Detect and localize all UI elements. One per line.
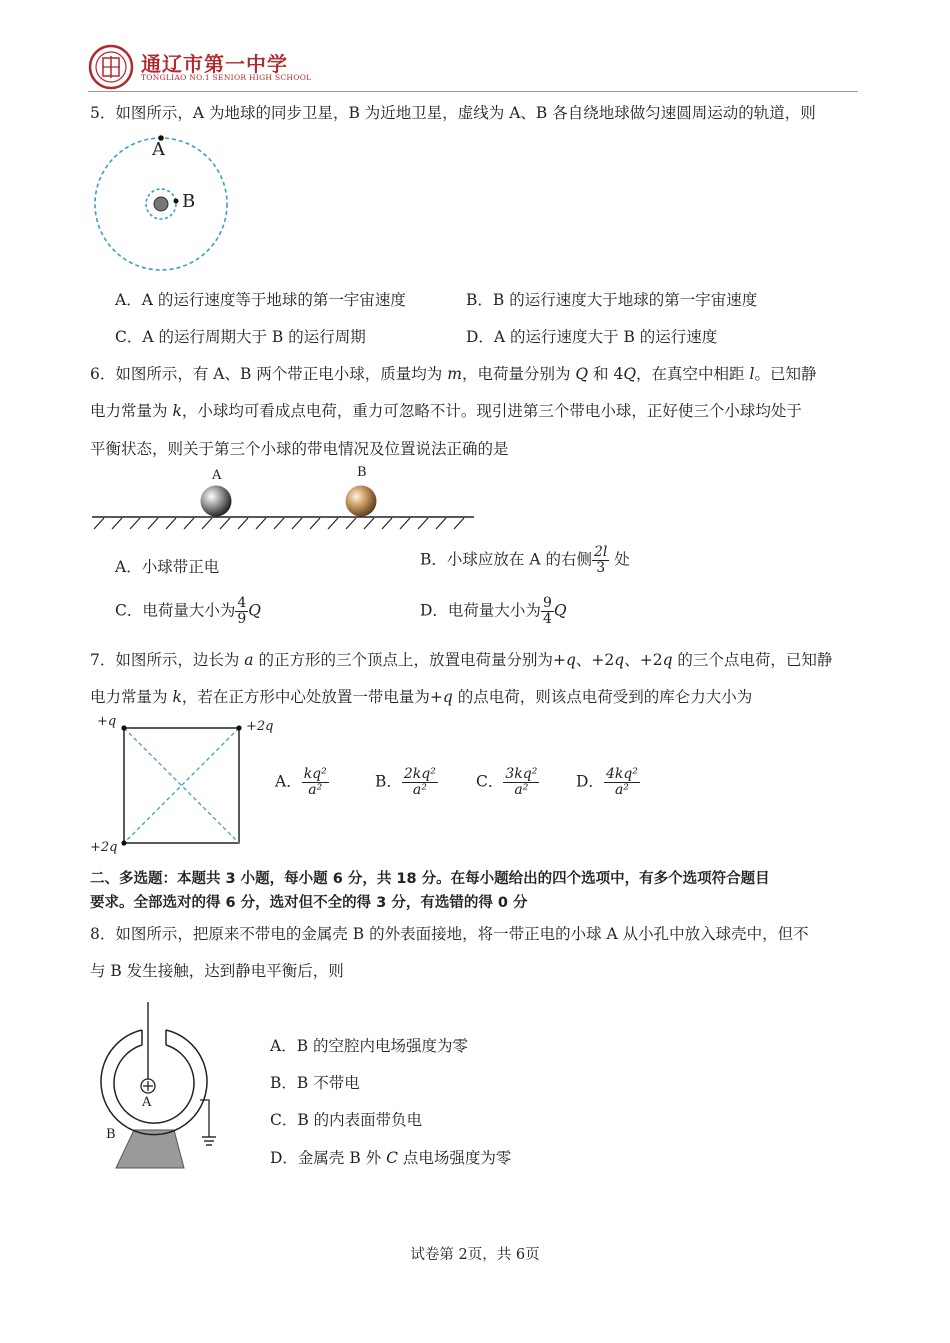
q7-option-a[interactable]: A． $\frac{\text{kq²}}{\text{a²}}$ bbox=[275, 766, 327, 798]
q6-stem-line3: 平衡状态，则关于第三个小球的带电情况及位置说法正确的是 bbox=[90, 440, 509, 458]
q7-option-b[interactable]: B． $\frac{\text{2kq²}}{\text{a²}}$ bbox=[375, 766, 436, 798]
q5-option-b[interactable]: B．B 的运行速度大于地球的第一宇宙速度 bbox=[466, 291, 758, 309]
q6-option-b[interactable]: B．小球应放在 A 的右侧 $\frac{2l}{3}$ 处 bbox=[420, 544, 630, 576]
q8-label-a: A bbox=[142, 1095, 152, 1110]
q6-option-a[interactable]: A．小球带正电 bbox=[115, 558, 220, 576]
shell-stand bbox=[116, 1130, 184, 1168]
school-logo bbox=[88, 44, 134, 90]
q7-corner-tr: +2q bbox=[246, 719, 274, 734]
q7-corner-bl: +2q bbox=[90, 840, 118, 855]
section2-heading-line2: 要求。全部选对的得 6 分，选对但不全的得 3 分，有选错的得 0 分 bbox=[90, 895, 528, 911]
q5-option-c[interactable]: C．A 的运行周期大于 B 的运行周期 bbox=[115, 328, 366, 346]
q5-option-d[interactable]: D．A 的运行速度大于 B 的运行速度 bbox=[466, 328, 718, 346]
q6-option-d[interactable]: D．电荷量大小为 $\frac{9}{4}$ Q bbox=[420, 595, 567, 627]
q6-stem-line1: 6．如图所示，有 A、B 两个带正电小球，质量均为 m，电荷量分别为 Q 和 4Q，在真空中相距 l。已知静 bbox=[90, 365, 817, 383]
school-name-en: TONGLIAO NO.1 SENIOR HIGH SCHOOL bbox=[141, 73, 312, 82]
header-divider bbox=[88, 91, 858, 92]
q6-ground-figure bbox=[92, 480, 477, 530]
q6-label-a: A bbox=[212, 468, 222, 483]
q6-option-c[interactable]: C．电荷量大小为 $\frac{4}{9}$ Q bbox=[115, 595, 262, 627]
charge-bl bbox=[121, 840, 126, 845]
ball-b bbox=[346, 486, 377, 517]
q8-option-d[interactable]: D．金属壳 B 外 C 点电场强度为零 bbox=[270, 1149, 512, 1167]
q8-label-b: B bbox=[106, 1127, 116, 1142]
charge-tr bbox=[236, 725, 241, 730]
page-number: 试卷第 2页，共 6页 bbox=[410, 1247, 540, 1263]
q6-stem-line2: 电力常量为 k，小球均可看成点电荷，重力可忽略不计。现引进第三个带电小球，正好使三个小球均处于 bbox=[90, 402, 802, 420]
q7-square-figure bbox=[118, 722, 248, 847]
q8-stem-line1: 8．如图所示，把原来不带电的金属壳 B 的外表面接地，将一带正电的小球 A 从小孔中放入球壳中，但不 bbox=[90, 925, 809, 943]
q7-option-c[interactable]: C． $\frac{\text{3kq²}}{\text{a²}}$ bbox=[476, 766, 538, 798]
q8-option-c[interactable]: C．B 的内表面带负电 bbox=[270, 1111, 423, 1129]
q8-option-a[interactable]: A．B 的空腔内电场强度为零 bbox=[270, 1037, 469, 1055]
q7-stem-line2: 电力常量为 k，若在正方形中心处放置一带电量为+q 的点电荷，则该点电荷受到的库仑力大小为 bbox=[90, 688, 753, 706]
q7-option-d[interactable]: D． $\frac{\text{4kq²}}{\text{a²}}$ bbox=[576, 766, 638, 798]
q5-label-b: B bbox=[182, 191, 196, 212]
q8-option-b[interactable]: B．B 不带电 bbox=[270, 1074, 360, 1092]
q7-corner-tl: +q bbox=[97, 714, 117, 729]
school-emblem-icon bbox=[88, 44, 134, 90]
section2-heading-line1: 二、多选题：本题共 3 小题，每小题 6 分，共 18 分。在每小题给出的四个选项中，有多个选项符合题目 bbox=[90, 871, 770, 887]
q8-shell-figure bbox=[92, 1000, 232, 1175]
charge-tl bbox=[121, 725, 126, 730]
q8-stem-line2: 与 B 发生接触，达到静电平衡后，则 bbox=[90, 962, 344, 980]
earth-icon bbox=[154, 197, 168, 211]
q5-stem: 5．如图所示，A 为地球的同步卫星，B 为近地卫星，虚线为 A、B 各自绕地球做匀速圆周运动的轨道，则 bbox=[90, 104, 816, 122]
ball-a bbox=[201, 486, 232, 517]
q7-stem-line1: 7．如图所示，边长为 a 的正方形的三个顶点上，放置电荷量分别为+q、+2q、+2q 的三个点电荷，已知静 bbox=[90, 651, 833, 669]
q6-label-b: B bbox=[357, 465, 367, 480]
school-name: 通辽市第一中学 bbox=[141, 52, 288, 76]
q5-label-a: A bbox=[152, 139, 165, 160]
satellite-b bbox=[174, 199, 179, 204]
q5-option-a[interactable]: A．A 的运行速度等于地球的第一宇宙速度 bbox=[115, 291, 406, 309]
